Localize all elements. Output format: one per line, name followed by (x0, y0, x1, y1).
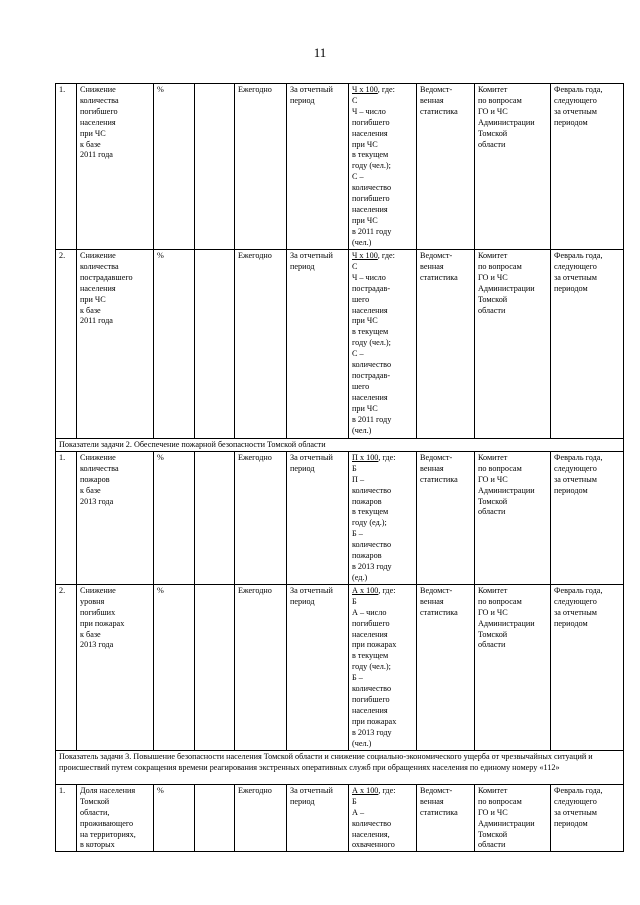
unit: % (154, 451, 195, 584)
formula-suffix: , где: (377, 251, 395, 260)
formula-suffix: , где: (377, 85, 395, 94)
deadline: Февраль года, следующего за отчетным периодом (551, 584, 624, 750)
section-row (56, 750, 624, 784)
data-source: Ведомст- венная статистика (417, 784, 475, 851)
table-row (56, 784, 624, 851)
row-number: 2. (56, 250, 77, 439)
responsible: Комитет по вопросам ГО и ЧС Администрации Томской области (475, 84, 551, 250)
unit: % (154, 84, 195, 250)
deadline: Февраль года, следующего за отчетным периодом (551, 784, 624, 851)
data-source: Ведомст- венная статистика (417, 584, 475, 750)
empty-cell (195, 250, 235, 439)
formula-line: П x 100 (352, 452, 379, 462)
row-number: 1. (56, 84, 77, 250)
formula-body: Б П – количество пожаров в текущем году (ед.); Б – количество пожаров в 2013 году (ед.) (352, 463, 392, 582)
deadline: Февраль года, следующего за отчетным периодом (551, 451, 624, 584)
indicator-name: Доля населения Томской области, проживающего на территориях, в которых (77, 784, 154, 851)
section-heading: Показатель задачи 3. Повышение безопасности населения Томской области и снижение социально-экономического ущерба от чрезвычайных ситуаций и происшествий путем сокращения времени реагирования экстренных оперативных служб при обращениях населения по единому номеру «112» (56, 750, 624, 784)
formula-suffix: , где: (378, 452, 396, 462)
formula-body: С Ч – число пострадав- шего населения при ЧС в текущем году (чел.); С – количество пострадав- шего населения при ЧС в 2011 году (чел.) (352, 261, 392, 435)
formula (349, 451, 417, 584)
formula-body: С Ч – число погибшего населения при ЧС в текущем году (чел.); С – количество погибшего населения при ЧС в 2011 году (чел.) (352, 95, 392, 247)
indicators-table (55, 83, 624, 852)
responsible: Комитет по вопросам ГО и ЧС Администрации Томской области (475, 584, 551, 750)
frequency: Ежегодно (235, 250, 287, 439)
period: За отчетный период (287, 784, 349, 851)
table-row (56, 84, 624, 250)
formula-line: А x 100 (352, 785, 379, 795)
formula (349, 784, 417, 851)
data-source: Ведомст- венная статистика (417, 451, 475, 584)
indicator-name: Снижение количества погибшего населения при ЧС к базе 2011 года (77, 84, 154, 250)
section-row (56, 439, 624, 452)
frequency: Ежегодно (235, 451, 287, 584)
page-number: 11 (313, 45, 327, 60)
responsible: Комитет по вопросам ГО и ЧС Администрации Томской области (475, 250, 551, 439)
formula (349, 250, 417, 439)
deadline: Февраль года, следующего за отчетным периодом (551, 250, 624, 439)
indicator-name: Снижение количества пострадавшего населения при ЧС к базе 2011 года (77, 250, 154, 439)
formula (349, 584, 417, 750)
indicator-name: Снижение количества пожаров к базе 2013 года (77, 451, 154, 584)
row-number: 1. (56, 451, 77, 584)
unit: % (154, 784, 195, 851)
period: За отчетный период (287, 250, 349, 439)
empty-cell (195, 84, 235, 250)
unit: % (154, 584, 195, 750)
unit: % (154, 250, 195, 439)
frequency: Ежегодно (235, 784, 287, 851)
frequency: Ежегодно (235, 84, 287, 250)
period: За отчетный период (287, 84, 349, 250)
table-row (56, 584, 624, 750)
data-source: Ведомст- венная статистика (417, 250, 475, 439)
row-number: 1. (56, 784, 77, 851)
frequency: Ежегодно (235, 584, 287, 750)
formula-line: Ч x 100 (352, 251, 378, 260)
indicator-name: Снижение уровня погибших при пожарах к базе 2013 года (77, 584, 154, 750)
formula-body: Б А – количество населения, охваченного (352, 796, 395, 850)
responsible: Комитет по вопросам ГО и ЧС Администрации Томской области (475, 451, 551, 584)
period: За отчетный период (287, 584, 349, 750)
table-row (56, 451, 624, 584)
section-heading: Показатели задачи 2. Обеспечение пожарной безопасности Томской области (56, 439, 624, 452)
formula-suffix: , где: (378, 585, 396, 595)
formula (349, 84, 417, 250)
formula-line: Ч x 100 (352, 85, 378, 94)
formula-suffix: , где: (378, 785, 396, 795)
period: За отчетный период (287, 451, 349, 584)
row-number: 2. (56, 584, 77, 750)
table-row (56, 250, 624, 439)
deadline: Февраль года, следующего за отчетным периодом (551, 84, 624, 250)
empty-cell (195, 584, 235, 750)
empty-cell (195, 784, 235, 851)
data-source: Ведомст- венная статистика (417, 84, 475, 250)
formula-body: Б А – число погибшего населения при пожарах в текущем году (чел.); Б – количество погибшего населения при пожарах в 2013 году (чел.) (352, 596, 397, 748)
empty-cell (195, 451, 235, 584)
formula-line: А x 100 (352, 585, 379, 595)
responsible: Комитет по вопросам ГО и ЧС Администрации Томской области (475, 784, 551, 851)
